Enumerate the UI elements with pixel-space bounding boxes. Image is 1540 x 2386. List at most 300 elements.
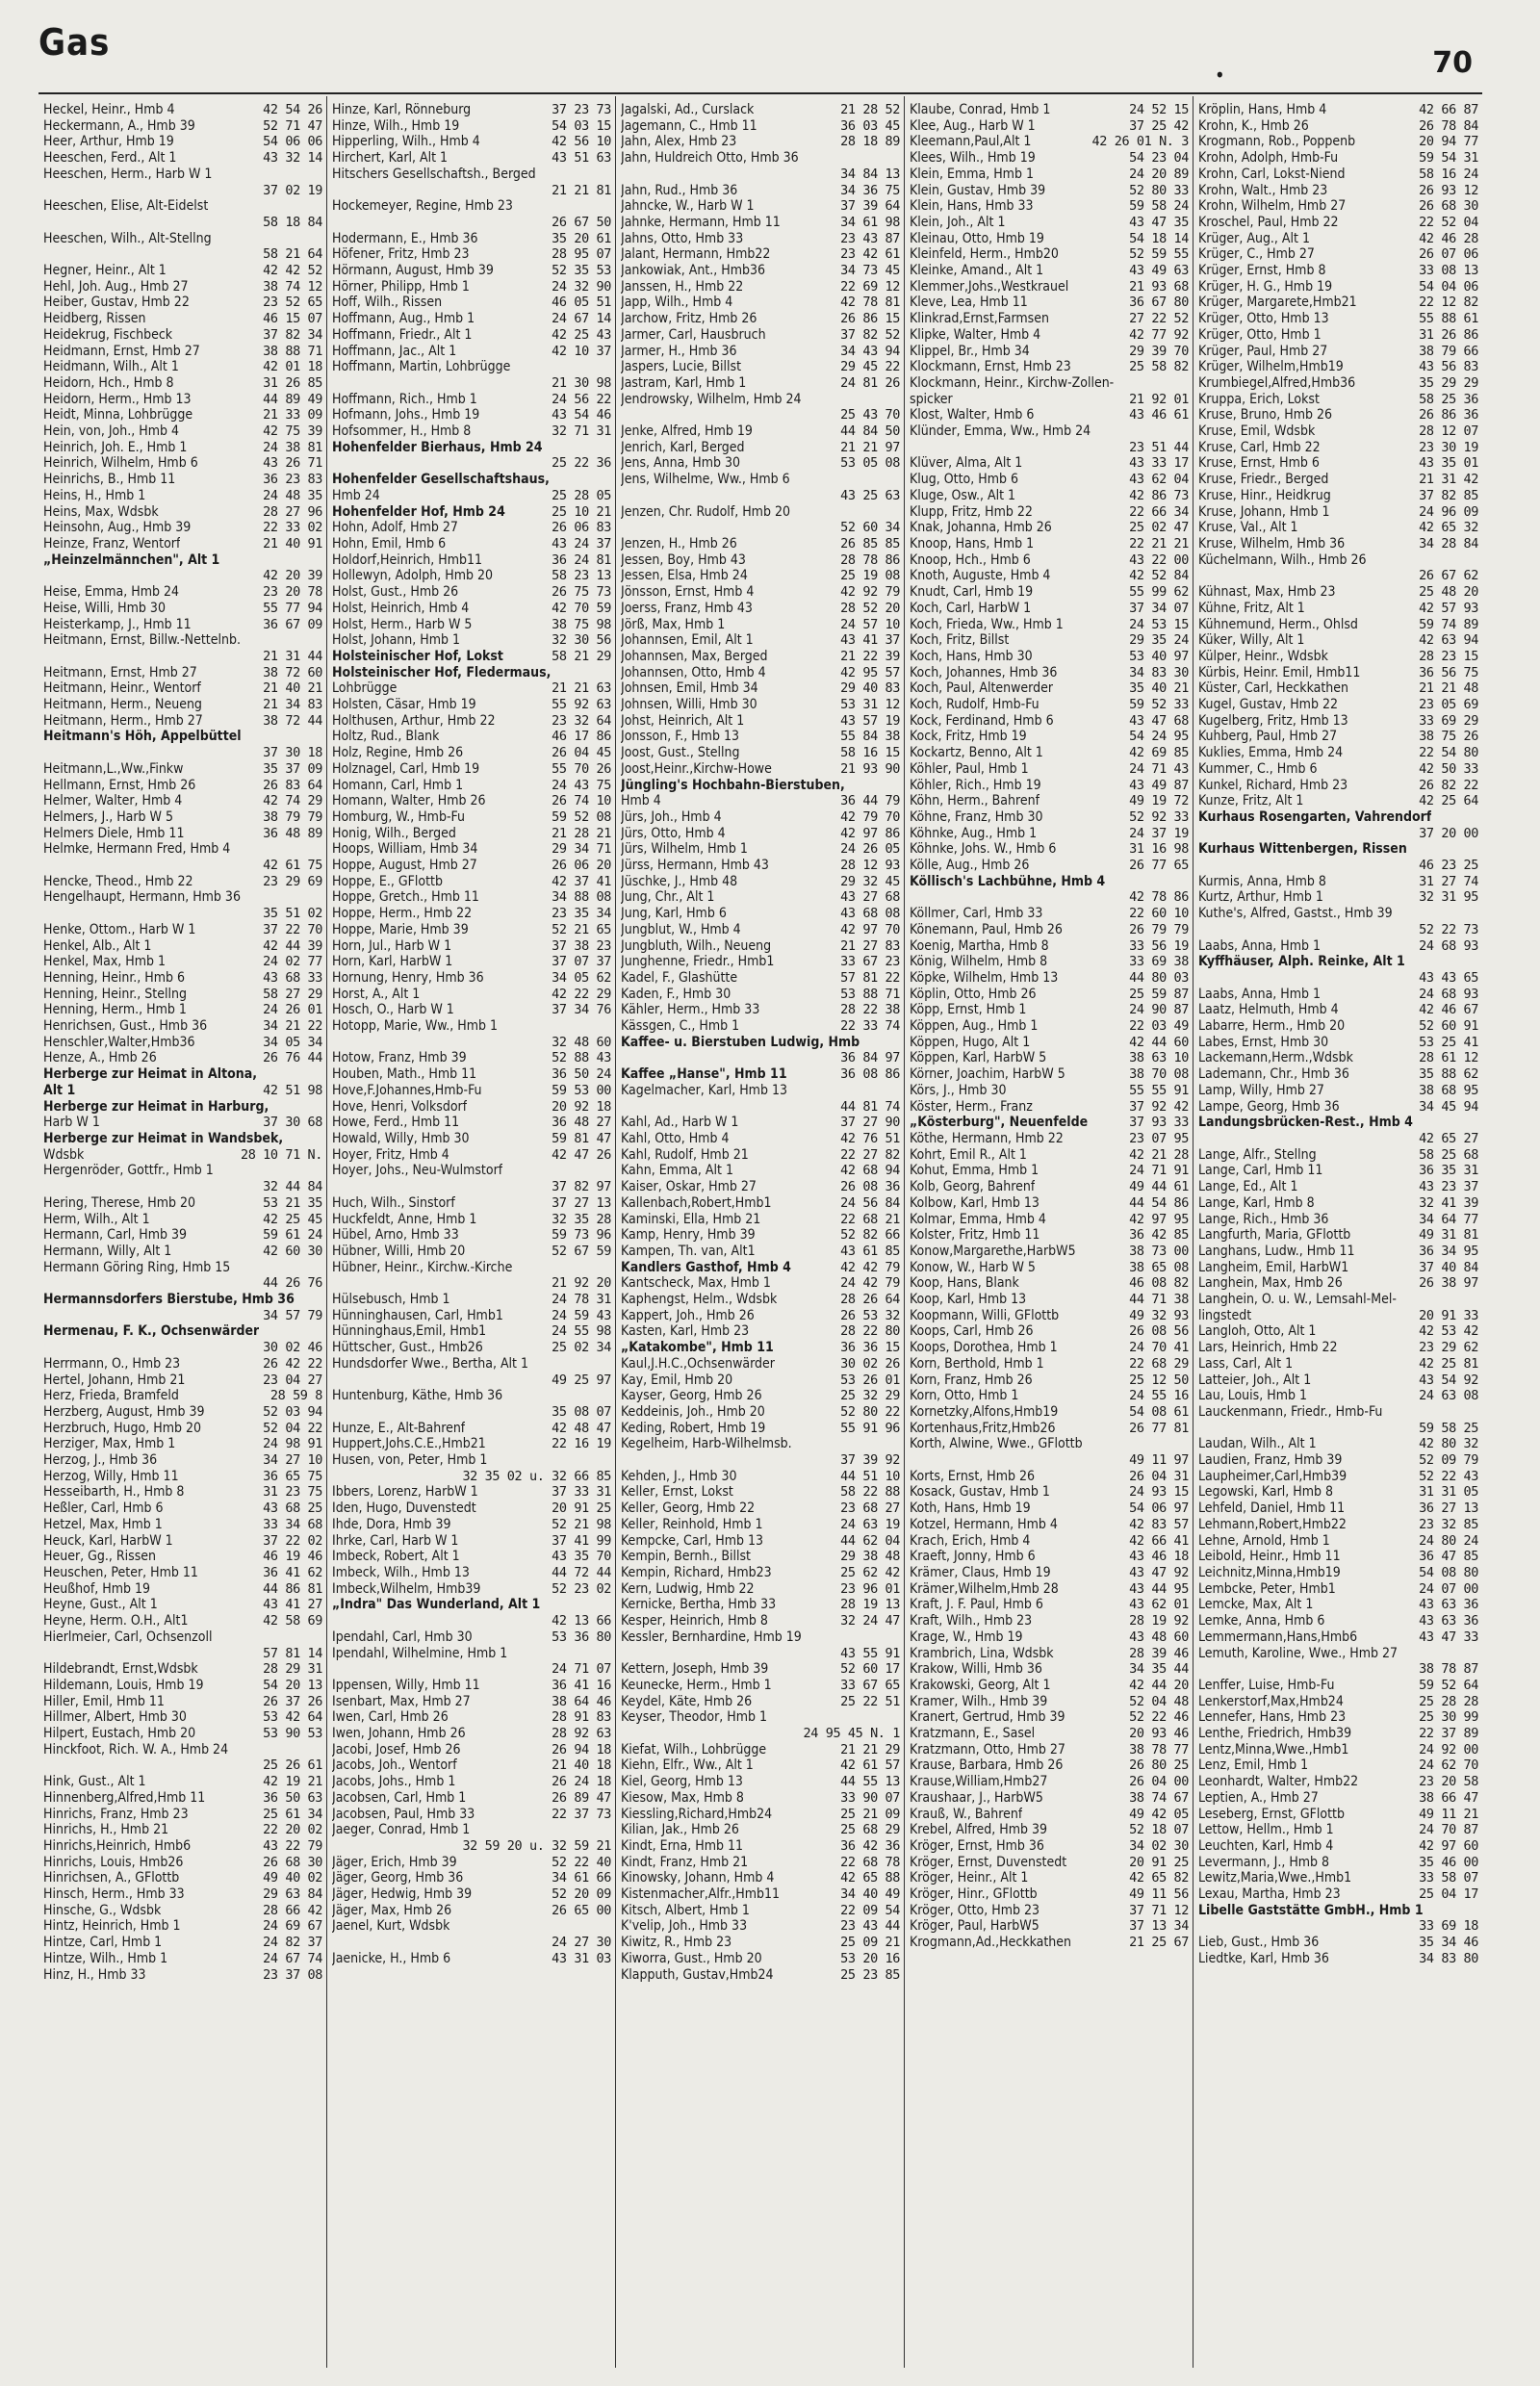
- directory-entry: [1198, 1195, 1478, 1212]
- entry-name: Kantscheck, Max, Hmb 1: [621, 1275, 771, 1292]
- entry-name: Hmb 24: [332, 487, 380, 503]
- entry-phone: 21 21 81: [552, 182, 611, 198]
- entry-name: Hellmann, Ernst, Hmb 26: [43, 777, 196, 793]
- directory-entry: [621, 1388, 900, 1404]
- entry-name: Krambrich, Lina, Wdsbk: [910, 1645, 1054, 1661]
- entry-phone: 21 40 18: [552, 1757, 611, 1774]
- entry-name: Hildemann, Louis, Hmb 19: [43, 1677, 204, 1693]
- entry-name: Jüschke, J., Hmb 48: [621, 873, 738, 889]
- entry-phone: 42 20 39: [263, 568, 322, 584]
- directory-entry: [621, 1083, 900, 1099]
- directory-entry: [1198, 1549, 1478, 1565]
- entry-phone: 43 48 60: [1129, 1629, 1189, 1645]
- entry-phone: 21 21 29: [840, 1741, 900, 1757]
- directory-entry: [1198, 906, 1478, 922]
- directory-entry: [910, 536, 1189, 552]
- entry-phone: 42 61 75: [263, 858, 322, 874]
- entry-name: Heeschen, Wilh., Alt-Stellng: [43, 230, 212, 246]
- directory-entry: [332, 327, 611, 344]
- entry-name: Heitmann, Ernst, Hmb 27: [43, 664, 197, 680]
- entry-phone: 26 04 31: [1129, 1468, 1189, 1484]
- entry-phone: 24 78 31: [552, 1292, 611, 1308]
- entry-phone: 28 59 8: [270, 1388, 322, 1404]
- entry-phone: 31 23 75: [263, 1484, 322, 1501]
- directory-entry: [43, 1308, 322, 1324]
- entry-phone: 22 27 82: [840, 1146, 900, 1163]
- directory-entry: [332, 1935, 611, 1951]
- directory-entry: [910, 1726, 1189, 1742]
- entry-phone: 24 57 10: [840, 616, 900, 632]
- entry-name: Krüger, Otto, Hmb 1: [1198, 326, 1322, 343]
- entry-phone: 32 44 84: [263, 1179, 322, 1195]
- directory-entry: [621, 1340, 900, 1356]
- entry-name: Kugelberg, Fritz, Hmb 13: [1198, 712, 1348, 729]
- directory-entry: [910, 1115, 1189, 1131]
- entry-name: Jürs, Joh., Hmb 4: [621, 808, 722, 825]
- entry-phone: 49 31 81: [1419, 1227, 1478, 1244]
- entry-name: Jahn, Huldreich Otto, Hmb 36: [621, 150, 799, 167]
- directory-entry: [910, 970, 1189, 987]
- entry-name: Hinckfoot, Rich. W. A., Hmb 24: [43, 1741, 229, 1757]
- entry-name: Hintz, Heinrich, Hmb 1: [43, 1918, 181, 1935]
- directory-entry: [621, 1742, 900, 1758]
- entry-phone: 22 52 04: [1419, 214, 1478, 230]
- entry-phone: 28 22 38: [840, 1002, 900, 1018]
- directory-entry: [621, 1099, 900, 1116]
- entry-phone: 42 86 73: [1129, 487, 1189, 503]
- entry-phone: 53 42 64: [263, 1709, 322, 1726]
- entry-phone: 26 04 00: [1129, 1774, 1189, 1790]
- entry-name: Kröger, Paul, HarbW5: [910, 1918, 1040, 1935]
- entry-name: Kratzmann, E., Sasel: [910, 1726, 1036, 1742]
- directory-entry: [621, 568, 900, 584]
- entry-phone: 24 71 07: [552, 1661, 611, 1678]
- directory-entry: [43, 1774, 322, 1790]
- entry-name: Huch, Wilh., Sinstorf: [332, 1194, 455, 1211]
- directory-entry: [332, 1549, 611, 1565]
- directory-entry: [43, 1388, 322, 1404]
- entry-phone: 42 46 67: [1419, 1002, 1478, 1018]
- entry-name: Kleinfeld, Herm., Hmb20: [910, 246, 1059, 263]
- directory-entry: [621, 761, 900, 778]
- entry-phone: 21 31 42: [1419, 472, 1478, 488]
- entry-phone: 25 22 51: [840, 1693, 900, 1709]
- entry-phone: 24 63 19: [840, 1516, 900, 1532]
- directory-entry: [1198, 617, 1478, 633]
- entry-phone: 26 38 97: [1419, 1275, 1478, 1292]
- entry-phone: 31 27 74: [1419, 873, 1478, 889]
- entry-phone: 24 69 67: [263, 1918, 322, 1935]
- directory-entry: [332, 1308, 611, 1324]
- directory-entry: [332, 1646, 611, 1662]
- entry-name: Jens, Wilhelme, Ww., Hmb 6: [621, 472, 790, 488]
- entry-phone: 43 46 61: [1129, 407, 1189, 423]
- directory-entry: [43, 1533, 322, 1550]
- entry-name: Köhler, Paul, Hmb 1: [910, 760, 1029, 777]
- directory-entry: [1198, 1421, 1478, 1437]
- directory-entry: [332, 954, 611, 970]
- entry-name: Lenkerstorf,Max,Hmb24: [1198, 1693, 1344, 1709]
- directory-entry: [621, 1918, 900, 1935]
- directory-entry: [332, 649, 611, 665]
- directory-entry: [910, 568, 1189, 584]
- directory-entry: [1198, 1436, 1478, 1452]
- entry-phone: 58 25 36: [1419, 391, 1478, 407]
- directory-entry: [621, 246, 900, 263]
- entry-phone: 33 69 38: [1129, 954, 1189, 970]
- entry-phone: 59 52 64: [1419, 1677, 1478, 1693]
- directory-entry: [332, 295, 611, 311]
- directory-entry: [621, 488, 900, 504]
- entry-phone: 34 43 94: [840, 343, 900, 359]
- directory-entry: [43, 858, 322, 874]
- directory-entry: [621, 1260, 900, 1276]
- entry-phone: 31 16 98: [1129, 841, 1189, 858]
- entry-phone: 26 78 84: [1419, 117, 1478, 134]
- entry-name: „Kösterburg", Neuenfelde: [910, 1115, 1089, 1131]
- entry-phone: 36 56 75: [1419, 664, 1478, 680]
- entry-name: Kilian, Jak., Hmb 26: [621, 1822, 739, 1838]
- directory-entry: [43, 826, 322, 842]
- directory-entry: [43, 1565, 322, 1581]
- directory-entry: [910, 167, 1189, 183]
- entry-name: Heer, Arthur, Hmb 19: [43, 134, 174, 150]
- entry-name: Keunecke, Herm., Hmb 1: [621, 1677, 772, 1693]
- entry-name: Klemmer,Johs.,Westkrauel: [910, 278, 1069, 295]
- entry-phone: 36 42 36: [840, 1837, 900, 1854]
- entry-phone: 43 35 70: [552, 1549, 611, 1565]
- directory-entry: [910, 1629, 1189, 1646]
- directory-entry: [332, 359, 611, 375]
- entry-phone: 23 30 19: [1419, 439, 1478, 455]
- entry-phone: 54 06 97: [1129, 1501, 1189, 1517]
- entry-phone: 25 61 34: [263, 1806, 322, 1822]
- entry-phone: 28 95 07: [552, 246, 611, 263]
- entry-name: Heitmann, Heinr., Wentorf: [43, 680, 201, 697]
- entry-name: Hitschers Gesellschaftsh., Berged: [332, 166, 536, 182]
- entry-phone: 24 38 81: [263, 439, 322, 455]
- directory-entry: [43, 841, 322, 858]
- directory-entry: [621, 697, 900, 713]
- entry-name: Jessen, Elsa, Hmb 24: [621, 568, 748, 584]
- entry-name: Huckfeldt, Anne, Hmb 1: [332, 1211, 477, 1227]
- entry-name: Jaspers, Lucie, Billst: [621, 359, 742, 375]
- entry-phone: 54 08 61: [1129, 1403, 1189, 1420]
- entry-name: Harb W 1: [43, 1115, 100, 1131]
- entry-name: Hundsdorfer Wwe., Bertha, Alt 1: [332, 1355, 529, 1372]
- directory-entry: [1198, 1002, 1478, 1018]
- entry-phone: 37 41 99: [552, 1532, 611, 1549]
- entry-name: Hohn, Emil, Hmb 6: [332, 535, 447, 552]
- entry-phone: 28 18 89: [840, 134, 900, 150]
- entry-name: Isenbart, Max, Hmb 27: [332, 1693, 471, 1709]
- entry-phone: 21 34 83: [263, 697, 322, 713]
- entry-name: Landungsbrücken-Rest., Hmb 4: [1198, 1115, 1413, 1131]
- entry-phone: 26 06 83: [552, 520, 611, 536]
- entry-name: Jens, Anna, Hmb 30: [621, 455, 741, 472]
- entry-phone: 33 90 07: [840, 1789, 900, 1806]
- entry-name: „Heinzelmännchen", Alt 1: [43, 552, 220, 568]
- entry-phone: 33 56 19: [1129, 937, 1189, 954]
- directory-entry: [1198, 1404, 1478, 1421]
- entry-name: Lembcke, Peter, Hmb1: [1198, 1580, 1336, 1597]
- entry-name: Hmb 4: [621, 793, 661, 809]
- directory-entry: [1198, 1517, 1478, 1533]
- directory-entry: [910, 680, 1189, 697]
- directory-entry: [43, 1083, 322, 1099]
- entry-phone: 26 67 62: [1419, 568, 1478, 584]
- entry-phone: 52 67 59: [552, 1243, 611, 1259]
- directory-entry: [621, 375, 900, 392]
- directory-entry: [1198, 809, 1478, 826]
- entry-phone: 24 07 00: [1419, 1580, 1478, 1597]
- entry-phone: 54 24 95: [1129, 729, 1189, 745]
- entry-name: Krohn, Adolph, Hmb-Fu: [1198, 150, 1339, 167]
- entry-name: Koops, Dorothea, Hmb 1: [910, 1340, 1058, 1356]
- entry-name: Kühnemund, Herm., Ohlsd: [1198, 616, 1358, 632]
- entry-name: Helmer, Walter, Hmb 4: [43, 793, 183, 809]
- entry-name: Kettern, Joseph, Hmb 39: [621, 1661, 769, 1678]
- directory-entry: [621, 1421, 900, 1437]
- entry-name: Korth, Alwine, Wwe., GFlottb: [910, 1436, 1083, 1452]
- entry-name: Jacobsen, Carl, Hmb 1: [332, 1789, 467, 1806]
- entry-name: Lewitz,Maria,Wwe.,Hmb1: [1198, 1870, 1352, 1886]
- entry-name: Krüger, Paul, Hmb 27: [1198, 343, 1328, 359]
- entry-phone: 42 51 98: [263, 1082, 322, 1098]
- entry-phone: 25 19 08: [840, 568, 900, 584]
- entry-name: Hein, von, Joh., Hmb 4: [43, 423, 179, 440]
- entry-phone: 26 42 22: [263, 1355, 322, 1372]
- entry-phone: 52 71 47: [263, 117, 322, 134]
- entry-phone: 24 20 89: [1129, 166, 1189, 182]
- entry-name: Imbeck, Robert, Alt 1: [332, 1549, 460, 1565]
- entry-name: Laatz, Helmuth, Hmb 4: [1198, 1002, 1339, 1018]
- entry-name: Kratzmann, Otto, Hmb 27: [910, 1741, 1065, 1757]
- directory-entry: [1198, 1292, 1478, 1308]
- directory-entry: [332, 311, 611, 327]
- entry-phone: 38 79 79: [263, 808, 322, 825]
- entry-phone: 21 27 83: [840, 937, 900, 954]
- directory-entry: [43, 1050, 322, 1066]
- entry-name: Leonhardt, Walter, Hmb22: [1198, 1774, 1359, 1790]
- entry-name: Hove, Henri, Volksdorf: [332, 1098, 468, 1115]
- entry-phone: 43 35 01: [1419, 455, 1478, 472]
- entry-name: Kiworra, Gust., Hmb 20: [621, 1950, 762, 1966]
- entry-phone: 44 72 44: [552, 1564, 611, 1580]
- directory-entry: [621, 1050, 900, 1066]
- entry-phone: 43 54 92: [1419, 1372, 1478, 1388]
- entry-name: Klockmann, Heinr., Kirchw-Zollen-: [910, 374, 1115, 391]
- directory-entry: [910, 938, 1189, 955]
- directory-entry: [332, 1678, 611, 1694]
- entry-name: Körner, Joachim, HarbW 5: [910, 1066, 1065, 1083]
- entry-phone: 36 67 80: [1129, 295, 1189, 311]
- entry-phone: 38 74 67: [1129, 1789, 1189, 1806]
- directory-entry: [910, 858, 1189, 874]
- directory-entry: [332, 1951, 611, 1967]
- directory-entry: [1198, 102, 1478, 118]
- entry-phone: 22 54 80: [1419, 745, 1478, 761]
- entry-name: Hollewyn, Adolph, Hmb 20: [332, 568, 493, 584]
- entry-phone: 42 68 94: [840, 1163, 900, 1179]
- directory-entry: [1198, 1742, 1478, 1758]
- directory-entry: [1198, 1870, 1478, 1886]
- entry-name: Ippensen, Willy, Hmb 11: [332, 1677, 480, 1693]
- directory-entry: [332, 584, 611, 601]
- entry-phone: 24 02 77: [263, 954, 322, 970]
- directory-entry: [910, 1227, 1189, 1244]
- directory-entry: [910, 1742, 1189, 1758]
- entry-name: Kinowsky, Johann, Hmb 4: [621, 1870, 775, 1886]
- entry-name: Heitmann, Ernst, Billw.-Nettelnb.: [43, 632, 241, 649]
- entry-name: „Katakombe", Hmb 11: [621, 1340, 774, 1356]
- entry-phone: 22 33 02: [263, 520, 322, 536]
- entry-name: Kühnast, Max, Hmb 23: [1198, 584, 1336, 601]
- directory-entry: [910, 1757, 1189, 1774]
- directory-entry: [1198, 987, 1478, 1003]
- directory-entry: [910, 1838, 1189, 1855]
- entry-phone: 58 16 24: [1419, 166, 1478, 182]
- directory-entry: [332, 1903, 611, 1919]
- entry-phone: 46 17 86: [552, 729, 611, 745]
- entry-name: Körs, J., Hmb 30: [910, 1082, 1007, 1098]
- entry-phone: 24 90 87: [1129, 1002, 1189, 1018]
- directory-entry: [332, 1195, 611, 1212]
- entry-phone: 42 79 70: [840, 808, 900, 825]
- entry-name: Jäger, Max, Hmb 26: [332, 1902, 452, 1918]
- directory-entry: [621, 407, 900, 423]
- entry-name: Köhler, Rich., Hmb 19: [910, 777, 1041, 793]
- entry-phone: 30 02 26: [840, 1355, 900, 1372]
- entry-phone: 26 75 73: [552, 584, 611, 601]
- directory-entry: [621, 1244, 900, 1260]
- entry-phone: 42 10 37: [552, 343, 611, 359]
- entry-name: Kluge, Osw., Alt 1: [910, 487, 1016, 503]
- entry-name: Hinz, H., Hmb 33: [43, 1966, 146, 1983]
- directory-entry: [621, 520, 900, 536]
- directory-entry: [621, 1179, 900, 1195]
- directory-entry: [43, 568, 322, 584]
- directory-entry: [621, 649, 900, 665]
- directory-entry: [43, 102, 322, 118]
- directory-entry: [1198, 568, 1478, 584]
- entry-name: Hoyer, Fritz, Hmb 4: [332, 1146, 449, 1163]
- entry-phone: 32 30 56: [552, 632, 611, 649]
- page-title: Gas: [38, 21, 111, 64]
- entry-name: Huppert,Johs.C.E.,Hmb21: [332, 1436, 486, 1452]
- directory-entry: [1198, 472, 1478, 488]
- entry-name: Kallenbach,Robert,Hmb1: [621, 1194, 772, 1211]
- entry-phone: 23 04 27: [263, 1372, 322, 1388]
- entry-phone: 52 92 33: [1129, 808, 1189, 825]
- entry-phone: 37 38 23: [552, 937, 611, 954]
- entry-name: Kesper, Heinrich, Hmb 8: [621, 1613, 768, 1629]
- directory-entry: [43, 246, 322, 263]
- entry-phone: 54 04 06: [1419, 278, 1478, 295]
- entry-name: Krämer,Wilhelm,Hmb 28: [910, 1580, 1059, 1597]
- entry-phone: 32 35 02 u. 32 66 85: [462, 1468, 611, 1484]
- entry-phone: 49 44 61: [1129, 1179, 1189, 1195]
- entry-phone: 43 63 36: [1419, 1613, 1478, 1629]
- directory-entry: [910, 1356, 1189, 1373]
- entry-phone: 26 04 45: [552, 745, 611, 761]
- directory-entry: [910, 1050, 1189, 1066]
- entry-name: Heinrich, Wilhelm, Hmb 6: [43, 455, 198, 472]
- entry-phone: 53 21 35: [263, 1194, 322, 1211]
- entry-phone: 33 67 23: [840, 954, 900, 970]
- directory-entry: [1198, 922, 1478, 938]
- entry-name: Klupp, Fritz, Hmb 22: [910, 503, 1033, 520]
- directory-entry: [1198, 632, 1478, 649]
- directory-entry: [621, 1212, 900, 1228]
- entry-phone: 42 37 41: [552, 873, 611, 889]
- directory-entry: [910, 1581, 1189, 1598]
- entry-name: Liedtke, Karl, Hmb 36: [1198, 1950, 1329, 1966]
- entry-phone: 23 68 27: [840, 1501, 900, 1517]
- directory-entry: [621, 1581, 900, 1598]
- entry-phone: 23 35 34: [552, 906, 611, 922]
- entry-name: Hoyer, Johs., Neu-Wulmstorf: [332, 1163, 503, 1179]
- entry-name: Jahns, Otto, Hmb 33: [621, 230, 744, 246]
- entry-name: Holst, Gust., Hmb 26: [332, 584, 459, 601]
- directory-entry: [1198, 183, 1478, 199]
- entry-name: Jungbluth, Wilh., Neueng: [621, 937, 772, 954]
- directory-entry: [43, 1646, 322, 1662]
- directory-entry: [621, 1935, 900, 1951]
- entry-name: Kock, Fritz, Hmb 19: [910, 729, 1027, 745]
- directory-entry: [621, 1484, 900, 1501]
- entry-phone: 42 70 59: [552, 600, 611, 616]
- entry-name: Konow,Margarethe,HarbW5: [910, 1243, 1076, 1259]
- entry-name: Heinsohn, Aug., Hmb 39: [43, 520, 192, 536]
- entry-phone: 32 24 47: [840, 1613, 900, 1629]
- entry-phone: 52 35 53: [552, 263, 611, 279]
- entry-name: Hornung, Henry, Hmb 36: [332, 969, 484, 986]
- entry-phone: 29 34 71: [552, 841, 611, 858]
- entry-phone: 43 68 08: [840, 906, 900, 922]
- entry-phone: 43 55 91: [840, 1645, 900, 1661]
- directory-entry: [1198, 1597, 1478, 1613]
- directory-entry: [332, 1517, 611, 1533]
- directory-entry: [621, 601, 900, 617]
- entry-phone: 36 36 15: [840, 1340, 900, 1356]
- entry-name: Kockartz, Benno, Alt 1: [910, 745, 1043, 761]
- entry-phone: 52 59 55: [1129, 246, 1189, 263]
- directory-entry: [43, 407, 322, 423]
- directory-entry: [621, 1018, 900, 1035]
- entry-name: Köpp, Ernst, Hmb 1: [910, 1002, 1027, 1018]
- directory-entry: [1198, 375, 1478, 392]
- entry-name: Legowski, Karl, Hmb 8: [1198, 1484, 1334, 1501]
- entry-phone: 42 42 52: [263, 263, 322, 279]
- directory-entry: [43, 1066, 322, 1083]
- directory-entry: [43, 295, 322, 311]
- entry-name: Henning, Herm., Hmb 1: [43, 1002, 187, 1018]
- entry-name: Hofsommer, H., Hmb 8: [332, 423, 472, 440]
- entry-phone: 35 29 29: [1419, 374, 1478, 391]
- entry-name: Imbeck, Wilh., Hmb 13: [332, 1564, 470, 1580]
- directory-entry: [332, 1147, 611, 1164]
- entry-name: Jäger, Erich, Hmb 39: [332, 1854, 457, 1870]
- entry-name: Iden, Hugo, Duvenstedt: [332, 1501, 476, 1517]
- directory-entry: [43, 504, 322, 521]
- entry-name: Kürbis, Heinr. Emil, Hmb11: [1198, 664, 1361, 680]
- directory-entry: [43, 601, 322, 617]
- entry-name: Hohenfelder Hof, Hmb 24: [332, 503, 505, 520]
- entry-phone: 26 07 06: [1419, 246, 1478, 263]
- entry-phone: 34 83 80: [1419, 1950, 1478, 1966]
- entry-name: Kahn, Emma, Alt 1: [621, 1163, 733, 1179]
